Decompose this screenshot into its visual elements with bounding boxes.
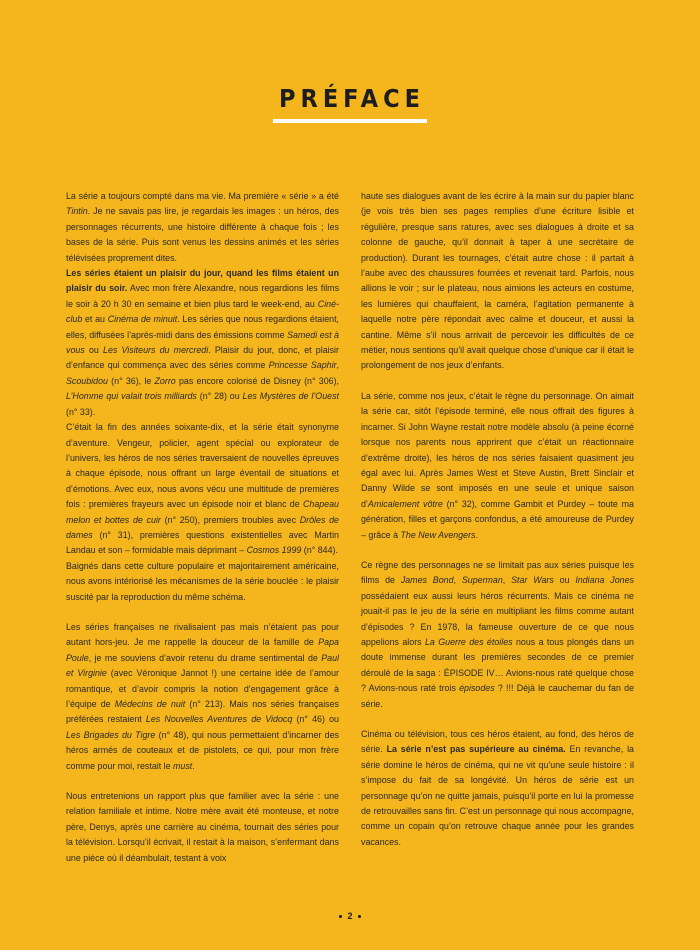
left-column bbox=[66, 189, 339, 866]
title-reference: Paul et Virginie bbox=[66, 652, 339, 679]
paragraph: Ce règne des personnages ne se limitait pas aux séries puisque les films de James Bond, Superman, Star Wars ou Indiana Jones possédaient eux aussi leurs héros récurrents. Mais ce cinéma ne jouait-il pas le jeu de la série en multipliant les films comme autant d’épisodes ? En 1978, la fameuse ouverture de ce que nous appelions alors La Guerre des étoiles nous a tous plongés dans un doute immense durant les premières secondes de ce premier déroulé de la saga : ÉPISODE IV… Avions-nous raté quelque chose ? Avions-nous raté trois épisodes ? !!! Déjà le cauchemar du fan de série. bbox=[361, 559, 635, 709]
right-column bbox=[361, 189, 634, 850]
title-block bbox=[0, 84, 700, 123]
paragraph: haute ses dialogues avant de les écrire à la main sur du papier blanc (je vois très bien ses pages remplies d’une écriture lisible et régulière, presque sans ratures, avec ses dialogues à droite et sa colonne de gauche, qu’il donnait à taper à une secrétaire de production). Durant les tournages, c’était autre chose : il partait à l’aube avec des chaussures fourrées et revenait tard. Parfois, nous allions le voir ; sur le plateau, nous aimions les acteurs en costume, les lumières qui chauffaient, la caméra, l’agitation permanente à laquelle notre père répondait avec calme et douceur, et aussi la cantine. Même s’il nous arrivait de percevoir les difficultés de ce métier, nous sentions qu’il avait quelque chose d’unique car il était le prolongement de nos jeux d’enfants. bbox=[361, 191, 634, 371]
title-reference: Les Visiteurs du mercredi bbox=[103, 345, 209, 356]
title-reference: La Guerre des étoiles bbox=[424, 636, 513, 647]
title-reference: Les Nouvelles Aventures de Vidocq bbox=[145, 714, 293, 725]
paragraph: Les séries étaient un plaisir du jour, quand les films étaient un plaisir du soir. Avec mon frère Alexandre, nous regardions les films le soir à 20 h 30 en semaine et bien plus tard le week-end, au Ciné-club et au Cinéma de minuit. Les séries que nous regardions étaient, elles, diffusées l’après-midi dans des émissions comme Samedi est à vous ou Les Visiteurs du mercredi. Plaisir du jour, donc, et plaisir d’enfance qui commença avec des séries comme Princesse Saphir, Scoubidou (n° 36), le Zorro pas encore colorisé de Disney (n° 306), L’Homme qui valait trois milliards (n° 28) ou Les Mystères de l’Ouest (n° 33). bbox=[66, 268, 340, 417]
title-reference: Cosmos 1999 bbox=[246, 545, 302, 556]
paragraph: Nous entretenions un rapport plus que familier avec la série : une relation familiale et intime. Notre mère avait été monteuse, et notre père, Denys, après une carrière au cinéma, tournait des séries pour la télévision. Lorsqu’il écrivait, il restait à la maison, s’enfermant dans une pièce où il déambulait, testant à voix bbox=[66, 791, 339, 863]
paragraph: C’était la fin des années soixante-dix, et la série était synonyme d’aventure. Vengeur, policier, agent spécial ou explorateur de l’univers, les héros de nos séries traversaient de nouvelles épreuves à chaque épisode, nous offrant un large éventail de situations et d’émotions. Avec eux, nous avons vécu une multitude de premières fois : premières frayeurs avec un épisode noir et blanc de Chapeau melon et bottes de cuir (n° 250), premiers troubles avec Drôles de dames (n° 31), premières questions existentielles avec Martin Landau et son – formidable mais déprimant – Cosmos 1999 (n° 844). bbox=[66, 422, 339, 556]
paragraph: La série a toujours compté dans ma vie. Ma première « série » a été Tintin. Je ne savais pas lire, je regardais les images : un héros, des personnages récurrents, une histoire différente à chaque fois ; les bases de la série. Puis sont venus les dessins animés et les séries télévisées proprement dites. bbox=[66, 191, 339, 263]
title-reference: Star Wars bbox=[511, 575, 554, 586]
bullet-icon bbox=[358, 915, 361, 918]
title-reference: Samedi est à vous bbox=[66, 329, 339, 356]
title-reference: Les Mystères de l’Ouest bbox=[242, 391, 339, 402]
title-reference: Indiana Jones bbox=[575, 575, 634, 586]
title-reference: épisodes bbox=[459, 683, 495, 694]
title-reference: Drôles de dames bbox=[66, 514, 339, 540]
page-number-value: 2 bbox=[347, 911, 353, 921]
title-reference: James Bond bbox=[400, 575, 454, 586]
bullet-icon bbox=[339, 915, 342, 918]
title-reference: Tintin bbox=[66, 206, 88, 217]
title-reference: Chapeau melon et bottes de cuir bbox=[66, 499, 339, 525]
paragraph: La série, comme nos jeux, c’était le règne du personnage. On aimait la série car, sitôt l’épisode terminé, elle nous offrait des figures à incarner. Si John Wayne restait notre modèle absolu (à peine écorné lorsque nos parents nous apprirent que c’était un réactionnaire d’extrême droite), les héros de nos séries faisaient quasiment jeu égal avec lui. Après James West et Steve Austin, Brett Sinclair et Danny Wilde se sont imposés en une seule et unique saison d’Amicalement vôtre (n° 32), comme Gambit et Purdey – toute ma génération, filles et garçons confondus, a été amoureuse de Purdey – grâce à The New Avengers. bbox=[361, 390, 634, 540]
title-reference: The New Avengers bbox=[400, 529, 476, 540]
paragraph: Cinéma ou télévision, tous ces héros étaient, au fond, des héros de série. La série n’est pas supérieure au cinéma. En revanche, la série domine le héros de cinéma, qui ne vit qu’une seule histoire : il s’impose du fait de sa longévité. Un héros de série est un personnage qu’on ne quitte jamais, puisqu’il porte en lui la promesse de retrouvailles sans fin. C’est un personnage qui nous accompagne, comme un copain qu’on retrouve chaque année pour les grandes vacances. bbox=[361, 729, 634, 847]
title-reference: L’Homme qui valait trois milliards bbox=[66, 391, 197, 402]
title-reference: Scoubidou bbox=[66, 375, 108, 386]
title-reference: Les Brigades du Tigre bbox=[66, 729, 156, 740]
title-reference: Superman bbox=[461, 575, 503, 586]
page-title: PRÉFACE bbox=[273, 84, 427, 123]
title-reference: Papa Poule bbox=[66, 637, 339, 663]
title-reference: must bbox=[173, 760, 193, 771]
title-reference: Amicalement vôtre bbox=[367, 498, 443, 509]
paragraph: Baignés dans cette culture populaire et majoritairement américaine, nous avons intériorisé les mécanismes de la série bouclée : le plaisir suscité par la reproduction du même schéma. bbox=[66, 560, 339, 602]
title-reference: Cinéma de minuit bbox=[107, 314, 178, 325]
page-number bbox=[0, 911, 700, 921]
emphasis: La série n’est pas supérieure au cinéma. bbox=[386, 744, 566, 755]
title-reference: Zorro bbox=[154, 375, 176, 386]
title-reference: Ciné-club bbox=[66, 298, 339, 325]
title-reference: Princesse Saphir bbox=[268, 360, 337, 371]
paragraph: Les séries françaises ne rivalisaient pas mais n’étaient pas pour autant hors-jeu. Je me rappelle la douceur de la famille de Papa Poule, je me souviens d’avoir retenu du drame sentimental de Paul et Virginie (avec Véronique Jannot !) une certaine idée de l’amour romantique, et d’avoir compris la notion d’engagement grâce à l’équipe de Médecins de nuit (n° 213). Mais nos séries françaises préférées restaient Les Nouvelles Aventures de Vidocq (n° 46) ou Les Brigades du Tigre (n° 48), qui nous permettaient d’incarner des héros armés de couteaux et de pistolets, ce qui, pour mon frère comme pour moi, restait le must. bbox=[66, 621, 339, 771]
title-reference: Médecins de nuit bbox=[114, 699, 186, 709]
emphasis: Les séries étaient un plaisir du jour, quand les films étaient un plaisir du soir. bbox=[66, 268, 339, 294]
